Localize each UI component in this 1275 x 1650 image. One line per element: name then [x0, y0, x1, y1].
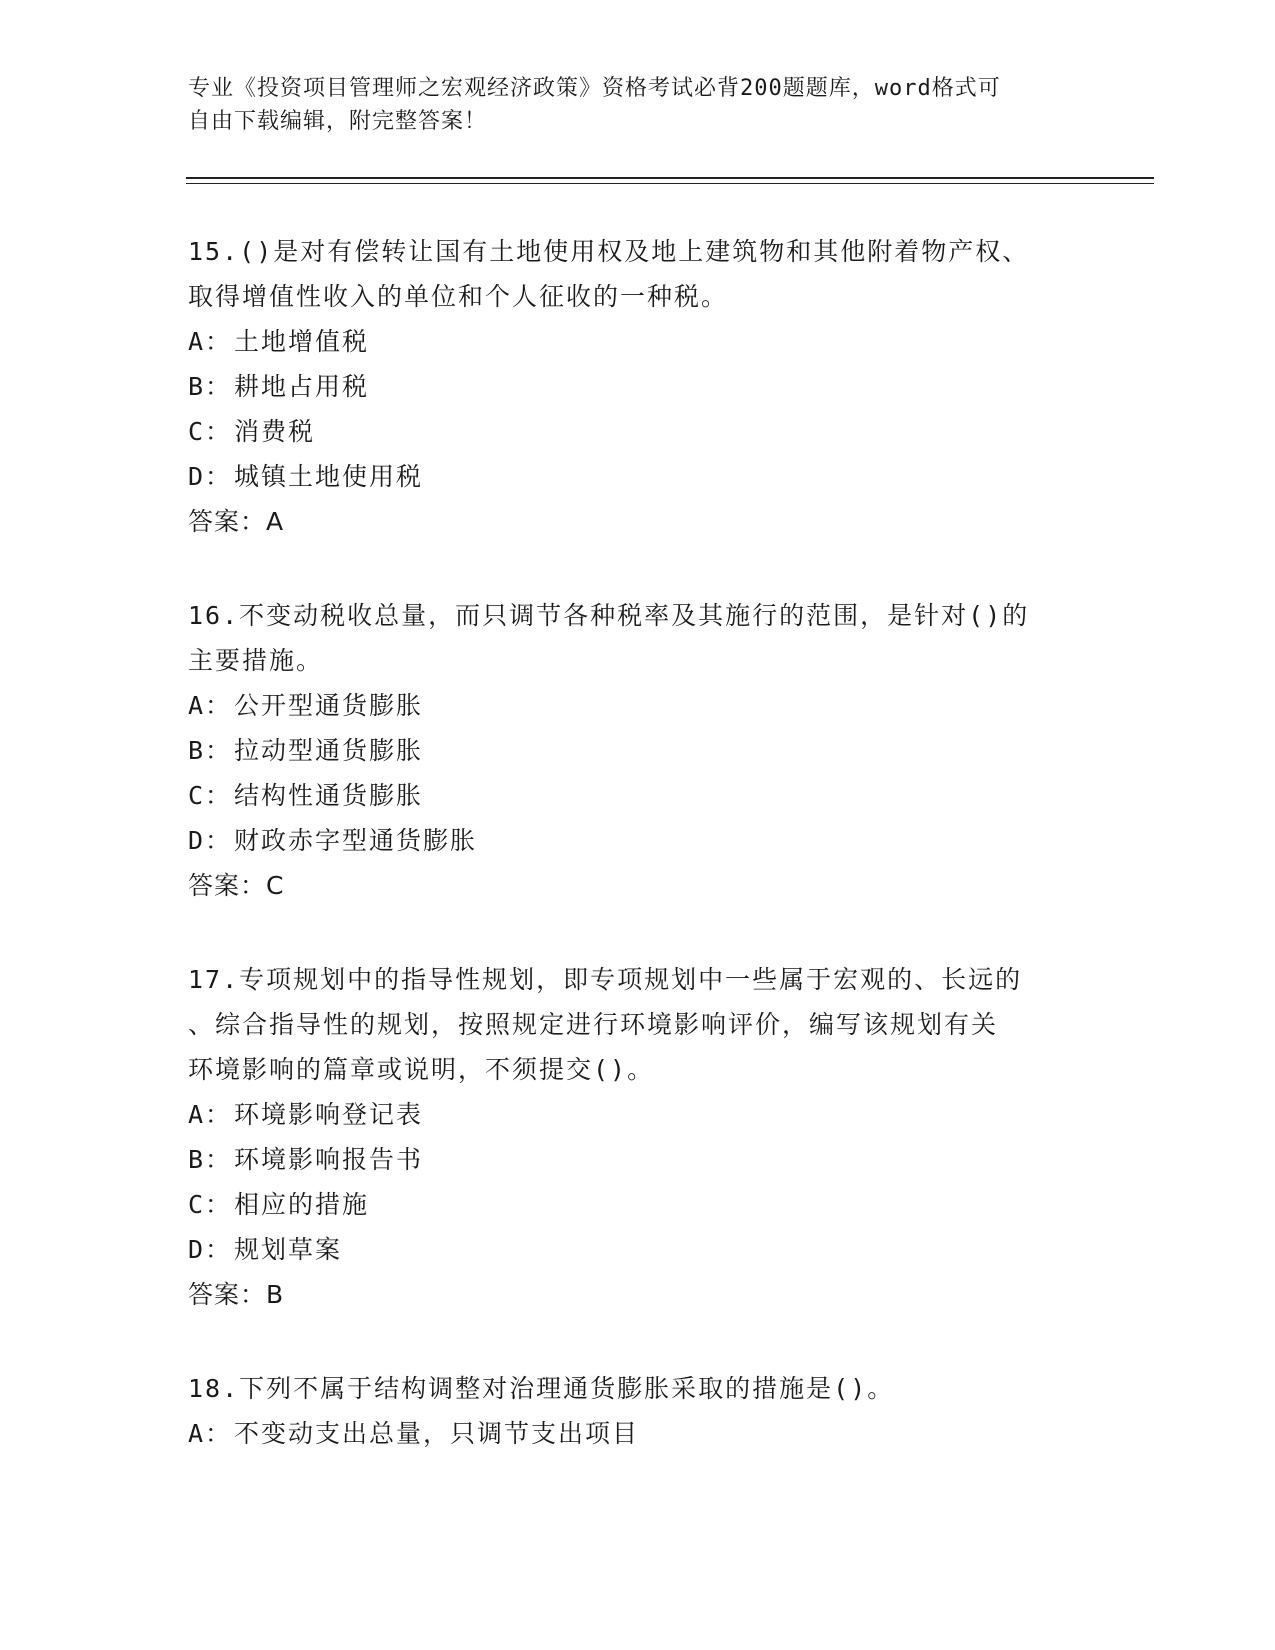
question-stem — [188, 1366, 1088, 1411]
option-letter: B： — [188, 1145, 233, 1174]
option-c — [188, 1182, 1088, 1227]
option-list — [188, 1092, 1088, 1272]
question-stem — [188, 593, 1088, 683]
answer-line: 答案：A — [188, 507, 285, 536]
option-a — [188, 683, 1088, 728]
option-d — [188, 1227, 1088, 1272]
stem-line: 主要措施。 — [188, 646, 324, 675]
option-letter: A： — [188, 1419, 233, 1448]
header-line-1: 专业《投资项目管理师之宏观经济政策》资格考试必背200题题库，word格式可 — [188, 76, 1001, 101]
option-text: 相应的措施 — [234, 1190, 370, 1219]
stem-line: 取得增值性收入的单位和个人征收的一种税。 — [188, 282, 729, 311]
document-header — [188, 72, 1068, 138]
option-d — [188, 818, 1088, 863]
option-text: 消费税 — [234, 417, 316, 446]
stem-line: 16.不变动税收总量，而只调节各种税率及其施行的范围，是针对()的 — [188, 601, 1030, 630]
question-stem — [188, 229, 1088, 319]
option-text: 环境影响登记表 — [234, 1100, 424, 1129]
option-a — [188, 319, 1088, 364]
option-text: 土地增值税 — [234, 327, 370, 356]
option-text: 城镇土地使用税 — [234, 462, 424, 491]
option-text: 规划草案 — [234, 1235, 343, 1264]
answer-line: 答案：B — [188, 1280, 285, 1309]
option-text: 不变动支出总量，只调节支出项目 — [234, 1419, 640, 1448]
option-letter: D： — [188, 1235, 233, 1264]
option-c — [188, 409, 1088, 454]
option-text: 财政赤字型通货膨胀 — [234, 826, 478, 855]
option-text: 环境影响报告书 — [234, 1145, 424, 1174]
option-letter: C： — [188, 417, 233, 446]
option-text: 拉动型通货膨胀 — [234, 736, 424, 765]
question-stem — [188, 957, 1088, 1092]
answer-line: 答案：C — [188, 871, 285, 900]
question-15 — [188, 229, 1088, 544]
option-b — [188, 728, 1088, 773]
option-a — [188, 1411, 1088, 1456]
option-list — [188, 319, 1088, 499]
option-letter: B： — [188, 372, 233, 401]
option-b — [188, 364, 1088, 409]
option-letter: A： — [188, 691, 233, 720]
option-list — [188, 1411, 1088, 1456]
question-17 — [188, 957, 1088, 1317]
question-18 — [188, 1366, 1088, 1456]
option-c — [188, 773, 1088, 818]
option-letter: B： — [188, 736, 233, 765]
option-letter: C： — [188, 1190, 233, 1219]
option-letter: C： — [188, 781, 233, 810]
stem-line: 环境影响的篇章或说明，不须提交()。 — [188, 1055, 655, 1084]
option-b — [188, 1137, 1088, 1182]
option-letter: A： — [188, 1100, 233, 1129]
option-text: 耕地占用税 — [234, 372, 370, 401]
option-text: 公开型通货膨胀 — [234, 691, 424, 720]
stem-line: 18.下列不属于结构调整对治理通货膨胀采取的措施是()。 — [188, 1374, 895, 1403]
header-divider-thick — [186, 177, 1154, 179]
question-16 — [188, 593, 1088, 908]
option-letter: D： — [188, 826, 233, 855]
stem-line: 15.()是对有偿转让国有土地使用权及地上建筑物和其他附着物产权、 — [188, 237, 1030, 266]
option-list — [188, 683, 1088, 863]
option-text: 结构性通货膨胀 — [234, 781, 424, 810]
stem-line: 17.专项规划中的指导性规划，即专项规划中一些属于宏观的、长远的 — [188, 965, 1023, 994]
option-letter: A： — [188, 327, 233, 356]
stem-line: 、综合指导性的规划，按照规定进行环境影响评价，编写该规划有关 — [188, 1010, 999, 1039]
header-line-2: 自由下载编辑，附完整答案！ — [188, 109, 488, 134]
option-a — [188, 1092, 1088, 1137]
option-letter: D： — [188, 462, 233, 491]
header-divider-thin — [186, 183, 1154, 184]
option-d — [188, 454, 1088, 499]
